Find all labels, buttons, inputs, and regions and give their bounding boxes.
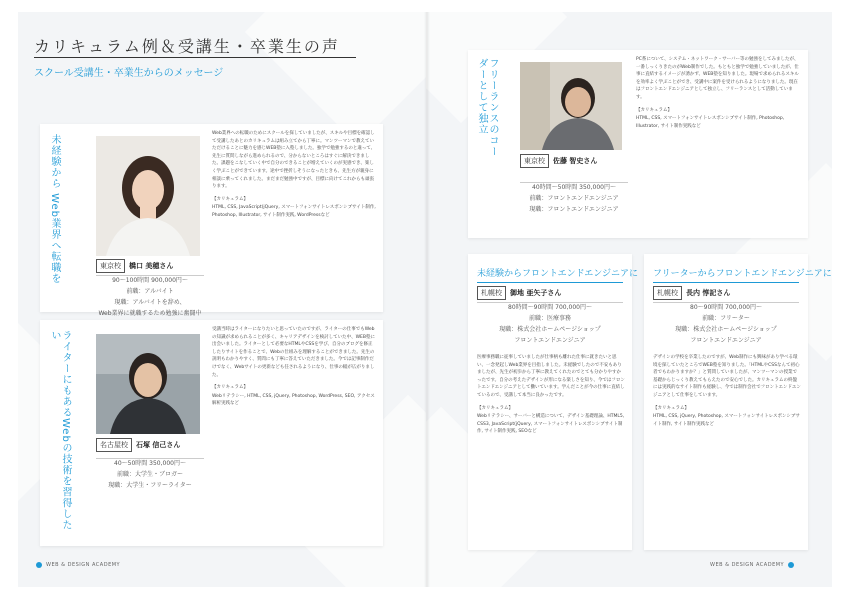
testimonial-card	[40, 320, 383, 546]
page-subtitle: スクール受講生・卒業生からのメッセージ	[34, 68, 224, 79]
student-name-row	[477, 286, 561, 300]
testimonial-body: Web業界への転職のためにスクールを探していましたが、スキルや目標を確認して受講したあとのカリキュラムは組み立てから丁寧に。マンツーマンで教えていただけることに魅力を感じWEB塾に入塾しました。独学で勉強するのと違って、先生に質問しながら進められるので、分からないところはすぐに解決できました。課題をこなしていく中で自分のできることが増えていくのが実感でき、楽しく学ぶことができています。途中で挫折しそうになったときも、先生方が親身に相談に乗ってくれました。まだまだ勉強中ですが、目標に向けてこれからも頑張ります。	[212, 131, 376, 190]
current-job-detail: フロントエンドエンジニア	[690, 337, 762, 344]
card-title: 未経験から Web業界へ転職を	[49, 134, 60, 284]
testimonial-card	[644, 254, 832, 550]
footer-left	[36, 562, 120, 568]
testimonial-card	[40, 124, 383, 317]
course-hours-price: 40〜50時間 350,000円〜	[114, 460, 186, 467]
testimonial-card	[468, 254, 639, 550]
curriculum-heading: 【カリキュラム】	[212, 196, 248, 202]
title-rule	[653, 282, 799, 283]
testimonial-card	[468, 50, 808, 238]
testimonial-text	[636, 56, 800, 232]
curriculum-list: HTML, CSS, JavaScript(jQuery, スマートフォンサイトレスポンシブサイト制作, Photoshop, Illustrator, サイト制作実践, WordPressなど	[212, 205, 376, 218]
card-title: フリーランスのコーダーとして独立	[476, 58, 498, 157]
course-info	[520, 182, 628, 215]
title-rule	[477, 282, 623, 283]
divider	[96, 458, 204, 459]
student-name: 御地 亜矢子さん	[510, 289, 562, 297]
curriculum-heading: 【カリキュラム】	[212, 385, 248, 391]
page-title: カリキュラム例＆受講生・卒業生の声	[34, 37, 340, 56]
school-tag: 札幌校	[653, 286, 682, 300]
course-hours-price: 90〜100時間 900,000円〜	[112, 277, 188, 284]
student-name-row	[96, 259, 173, 273]
bullet-icon	[788, 562, 794, 568]
school-tag: 東京校	[520, 154, 549, 168]
current-job: 現職：株式会社ホームページショップ	[675, 326, 777, 333]
footer-brand: WEB & DESIGN ACADEMY	[46, 562, 121, 568]
bullet-icon	[36, 562, 42, 568]
course-info	[477, 302, 623, 346]
divider	[96, 275, 204, 276]
testimonial-text	[212, 130, 376, 306]
student-photo	[96, 334, 200, 434]
previous-job: 前職：医療事務	[528, 315, 571, 322]
current-job-detail: Web業界に就職するため勉強に奮闘中	[98, 310, 202, 317]
school-tag: 東京校	[96, 259, 125, 273]
school-tag: 札幌校	[477, 286, 506, 300]
student-photo	[96, 136, 200, 256]
previous-job: 前職：フロントエンドエンジニア	[529, 195, 619, 202]
curriculum-list: HTML, CSS, jQuery, Photoshop, スマートフォンサイトレスポンシブサイト制作, サイト制作実践など	[653, 414, 800, 427]
course-hours-price: 40時間〜50時間 350,000円〜	[532, 184, 616, 191]
student-name-row	[96, 438, 180, 452]
student-name-row	[653, 286, 730, 300]
current-job: 現職：株式会社ホームページショップ	[499, 326, 601, 333]
current-job-detail: フロントエンドエンジニア	[514, 337, 586, 344]
previous-job: 前職：フリーター	[702, 315, 750, 322]
curriculum-heading: 【カリキュラム】	[653, 405, 689, 411]
current-job: 現職：大学生・フリーライター	[108, 482, 192, 489]
student-name: 長内 惇記さん	[686, 289, 731, 297]
student-photo	[520, 62, 622, 150]
testimonial-body: PC系について、システム・ネットワーク・サーバー等の勉強をしてみましたが、一番しっくりきたのがWeb制作でした。もともと独学で勉強していましたが、仕事に直結するイメージが湧かず、WEB塾を知りました。現場で求められるスキルを効率よく学ぶことができ、受講中に案件を受けられるようになりました。現在はフロントエンドエンジニアとして独立し、フリーランスとして活動しています。	[636, 57, 799, 100]
curriculum-list: Webリテラシー, HTML, CSS, jQuery, Photoshop, WordPress, SEO, アクセス解析実践など	[212, 393, 375, 407]
student-name-row	[520, 154, 597, 168]
testimonial-body: デザインの学校を卒業したのですが、Web制作にも興味があり学べる環境を探していたところでWEB塾を知りました。「HTMLやCSSなんて初心者でもわかりますか？」と質問していましたが、マンツーマンの授業で基礎からじっくり教えてもらえたので安心でした。カリキュラムの終盤には実践的なサイト制作も経験し、今では制作会社でフロントエンドエンジニアとして仕事をしています。	[653, 355, 801, 398]
testimonial-text	[212, 326, 376, 540]
footer-right	[710, 562, 794, 568]
course-info	[96, 458, 204, 491]
title-rule	[34, 57, 356, 58]
divider	[520, 182, 628, 183]
testimonial-text	[653, 354, 801, 544]
curriculum-heading: 【カリキュラム】	[636, 107, 672, 113]
center-fold	[424, 12, 430, 587]
current-job: 現職：アルバイトを辞め、	[114, 299, 186, 306]
course-hours-price: 80時間〜90時間 700,000円〜	[508, 304, 592, 311]
divider	[653, 302, 799, 303]
course-info	[653, 302, 799, 346]
previous-job: 前職：大学生・ブロガー	[116, 471, 183, 478]
footer-brand: WEB & DESIGN ACADEMY	[710, 562, 785, 568]
card-title: フリーターからフロントエンドエンジニアに	[653, 269, 832, 279]
course-info	[96, 275, 204, 319]
testimonial-body: 医療事務職に従事していましたが仕事柄も離れた仕事に就きたいと思い、一念発起しWeb業界を目指しました。未経験でしたので不安もありましたが、先生が初歩から丁寧に教えてくれたのでとても分かりやすかったです。自分の考えたデザインが形になる楽しさを知り、今ではフロントエンドエンジニアとして働いています。学んだことが今の仕事に直結しているので、受講して本当に良かったです。	[477, 355, 625, 398]
current-job: 現職：フロントエンドエンジニア	[529, 206, 619, 213]
curriculum-list: Webリテラシー、サーバーと構造について、デザイン基礎理論、HTML5, CSS3, JavaScript(jQuery, スマートフォンサイトレスポンシブサイト制作, サイト制作実践, SEOなど	[477, 414, 625, 435]
student-name: 石塚 信己さん	[136, 441, 181, 449]
curriculum-list: HTML, CSS, スマートフォンサイトレスポンシブサイト制作, Photoshop, Illustrator, サイト制作実践など	[636, 116, 785, 129]
divider	[477, 302, 623, 303]
previous-job: 前職：アルバイト	[126, 288, 174, 295]
testimonial-text	[477, 354, 625, 544]
curriculum-heading: 【カリキュラム】	[477, 405, 513, 411]
card-title: 未経験からフロントエンドエンジニアに	[477, 269, 639, 279]
testimonial-body: 受講当時はライターになりたいと思っていたのですが、ライターの仕事でもWebの知識が求められることが多く、キャリアデザインを検討していた中、WEB塾に出会いました。ライターとして必要なHTMLやCSSを学び、自分のブログを修正したりサイトを作ることで、Webの仕組みを理解することができました。先生の説明もわかりやすく、質問にも丁寧に答えていただきました。今では記事制作だけでなく、Webサイトの更新なども任されるようになり、仕事の幅が広がりました。	[212, 327, 375, 378]
student-name: 佐藤 智史さん	[553, 157, 598, 165]
school-tag: 名古屋校	[96, 438, 132, 452]
course-hours-price: 80〜90時間 700,000円〜	[690, 304, 762, 311]
student-name: 橋口 美穂さん	[129, 262, 174, 270]
card-title: ライターにもあるWebの技術を習得したい	[49, 330, 71, 531]
